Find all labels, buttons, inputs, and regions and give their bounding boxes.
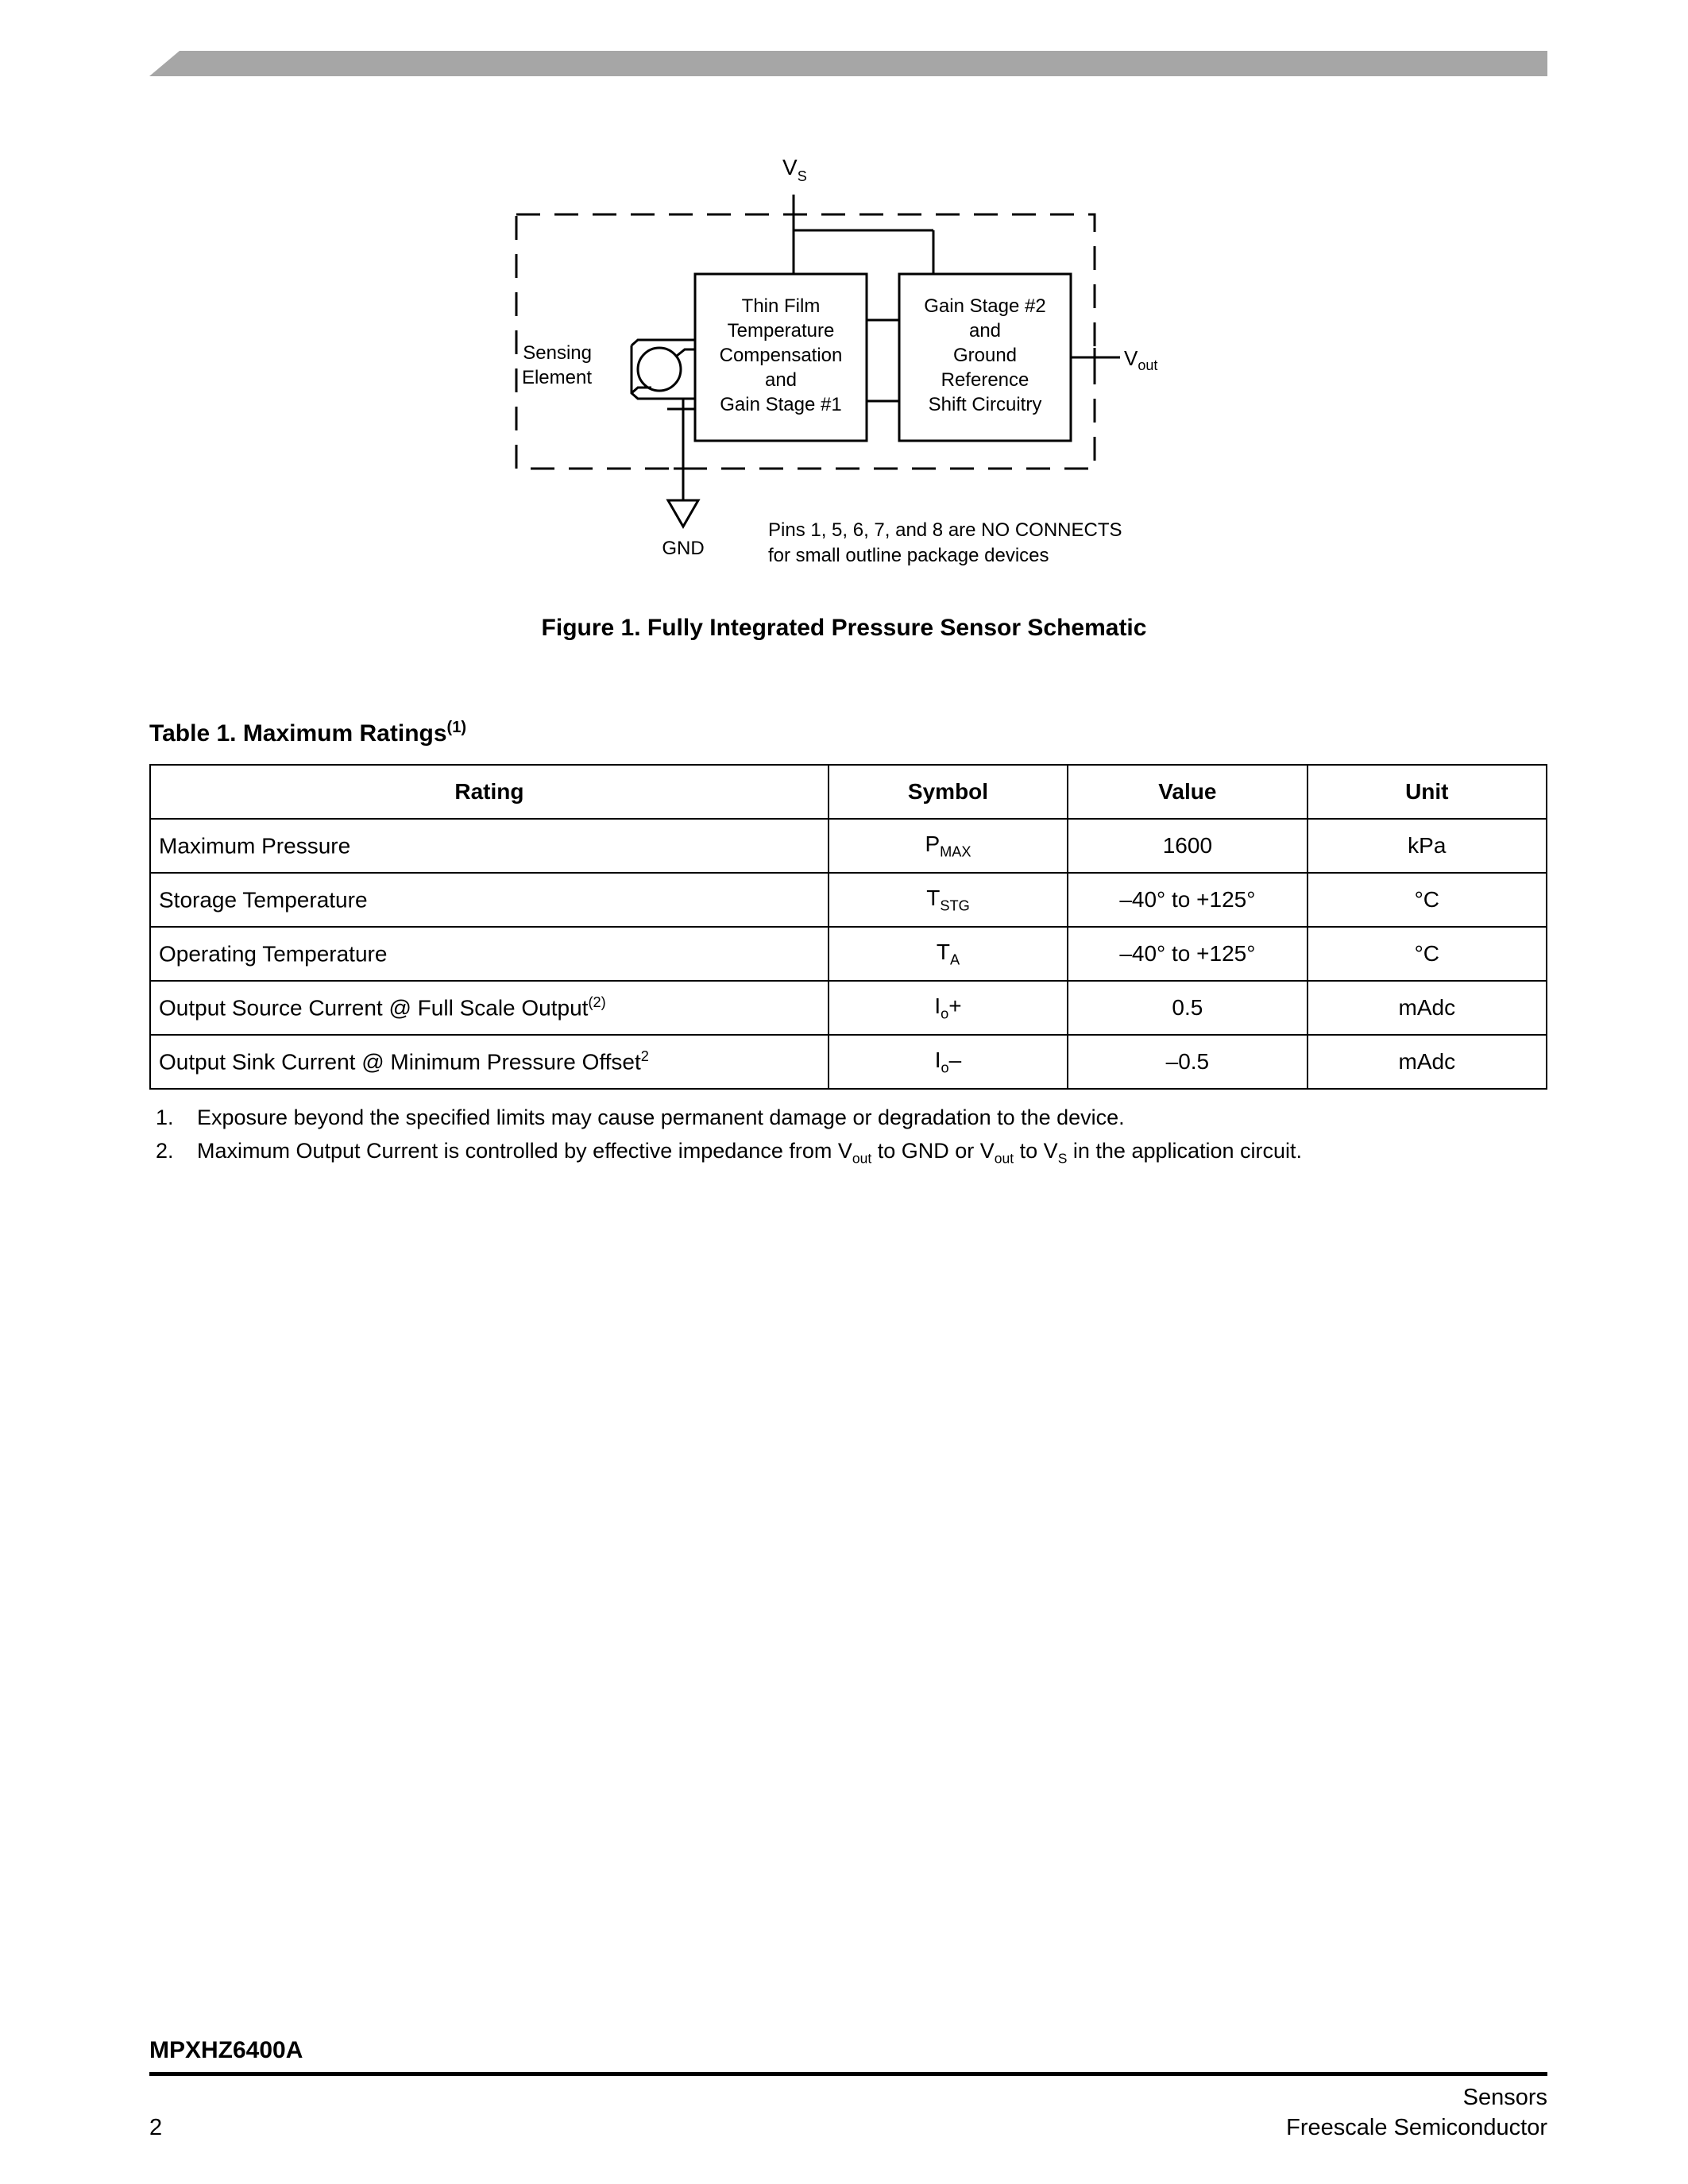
vout-label: $V_{out}$ — [1124, 346, 1158, 373]
value-cell: 1600 — [1068, 819, 1307, 873]
block1-line: and — [764, 369, 798, 391]
rating-cell: Maximum Pressure — [150, 819, 829, 873]
unit-cell: mAdc — [1308, 981, 1547, 1035]
note-2: 2. Maximum Output Current is controlled by effective impedance from $V_{out}$ to GND or $V_{out}$ to $V_S$ in the application circuit. — [156, 1139, 1303, 1167]
block2-line: Ground — [952, 345, 1018, 366]
note-1: 1. Exposure beyond the specified limits may cause permanent damage or degradation to the device. — [156, 1106, 1125, 1129]
header-symbol: Symbol — [829, 765, 1068, 819]
table-row — [150, 819, 1547, 873]
table-title: Table 1. Maximum Ratings$^{(1)}$ — [149, 719, 466, 747]
rating-cell: Operating Temperature — [150, 927, 829, 981]
unit-cell: kPa — [1308, 819, 1547, 873]
unit-cell: °C — [1308, 873, 1547, 927]
block1-line: Gain Stage #1 — [720, 394, 842, 415]
gnd-symbol — [668, 500, 698, 527]
header-rating: Rating — [150, 765, 829, 819]
header-unit: Unit — [1308, 765, 1547, 819]
gnd-label: GND — [662, 538, 705, 559]
figure-caption: Figure 1. Fully Integrated Pressure Sensor Schematic — [541, 615, 1147, 641]
value-cell: 0.5 — [1068, 981, 1307, 1035]
block1-line: Temperature — [727, 320, 835, 341]
vs-label: $V_S$ — [782, 155, 807, 184]
unit-cell: °C — [1308, 927, 1547, 981]
footer-category: Sensors — [1462, 2085, 1547, 2110]
value-cell: –40° to +125° — [1068, 873, 1307, 927]
max-ratings-table — [149, 764, 1547, 1090]
header-bar — [149, 51, 1547, 76]
symbol-cell: $T_{STG}$ — [829, 873, 1068, 927]
rating-cell: Output Source Current @ Full Scale Output$^{(2)}$ — [150, 981, 829, 1035]
page-number: 2 — [149, 2115, 163, 2140]
pins-note: Pins 1, 5, 6, 7, and 8 are NO CONNECTS — [768, 519, 1122, 541]
sensing-element-symbol — [638, 348, 681, 391]
block2-line: Shift Circuitry — [928, 394, 1042, 415]
unit-cell: mAdc — [1308, 1035, 1547, 1089]
footer-rule — [149, 2072, 1547, 2076]
symbol-cell: $I_o+$ — [829, 981, 1068, 1035]
symbol-cell: $T_A$ — [829, 927, 1068, 981]
symbol-cell: $I_o-$ — [829, 1035, 1068, 1089]
table-row — [150, 981, 1547, 1035]
rating-cell: Storage Temperature — [150, 873, 829, 927]
table-row — [150, 873, 1547, 927]
value-cell: –0.5 — [1068, 1035, 1307, 1089]
table-row — [150, 927, 1547, 981]
footer-company: Freescale Semiconductor — [1286, 2115, 1547, 2140]
schematic-diagram — [500, 151, 1199, 588]
block1-line: Thin Film — [741, 295, 821, 317]
value-cell: –40° to +125° — [1068, 927, 1307, 981]
rating-cell: Output Sink Current @ Minimum Pressure Offset$^2$ — [150, 1035, 829, 1089]
symbol-cell: $P_{MAX}$ — [829, 819, 1068, 873]
block2-line: Gain Stage #2 — [924, 295, 1046, 317]
sensing-label: Sensing — [523, 342, 592, 364]
table-header-row — [150, 765, 1547, 819]
pins-note: for small outline package devices — [768, 545, 1049, 566]
block1-line: Compensation — [719, 345, 843, 366]
block2-line: and — [968, 320, 1002, 341]
block2-line: Reference — [941, 369, 1029, 391]
header-value: Value — [1068, 765, 1307, 819]
table-notes — [156, 1101, 1302, 1175]
table-row — [150, 1035, 1547, 1089]
sensing-label: Element — [521, 367, 592, 388]
product-name: MPXHZ6400A — [149, 2037, 303, 2063]
